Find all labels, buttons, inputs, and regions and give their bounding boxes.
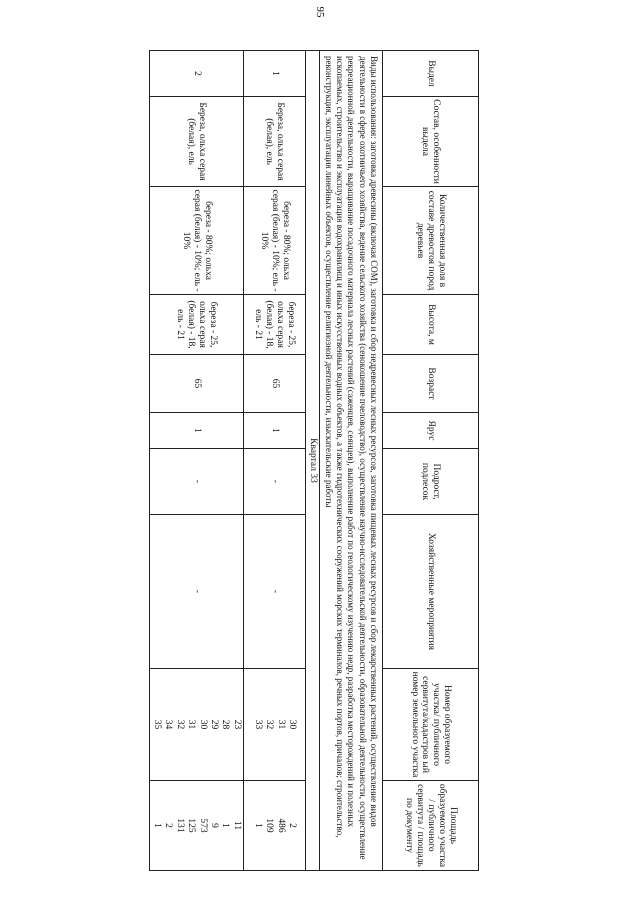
forest-plot-table <box>149 50 479 871</box>
nomer-item: 32 <box>264 719 275 730</box>
ploshchad-item: 1 <box>152 823 163 828</box>
quarter-row <box>305 51 319 871</box>
nomer-item: 33 <box>252 719 263 730</box>
cell-vysota: береза - 25, ольха серая (белая) - 18, ель - 21 <box>149 295 243 355</box>
cell-ploshchadi <box>243 781 305 871</box>
ploshchad-item: 9 <box>209 823 220 828</box>
cell-sostav: Береза, ольха серая (белая), ель <box>243 97 305 187</box>
header-row <box>383 51 479 871</box>
nomer-item: 30 <box>197 719 208 730</box>
ploshchad-item: 11 <box>231 820 242 831</box>
uses-row <box>319 51 382 871</box>
cell-sostav: Береза, ольха серая (белая), ель <box>149 97 243 187</box>
header-kolichestvennaya: Количественная доля в составе древостоя пород деревьев <box>383 187 479 295</box>
nomer-item: 29 <box>209 719 220 730</box>
cell-podrost: - <box>243 449 305 515</box>
ploshchad-item: 486 <box>275 818 286 833</box>
nomer-item: 28 <box>220 719 231 730</box>
nomer-item: 30 <box>287 719 298 730</box>
ploshchad-item: 2 <box>287 823 298 828</box>
header-vysota: Высота, м <box>383 295 479 355</box>
cell-vozrast: 65 <box>243 355 305 413</box>
ploshchad-item: 2 <box>163 823 174 828</box>
header-podrost: Подрост, подлесок <box>383 449 479 515</box>
cell-podrost: - <box>149 449 243 515</box>
cell-kolichestvennaya: береза - 80%; ольха серая (белая) - 10%; ель - 10% <box>243 187 305 295</box>
header-meropriyatiya: Хозяйственные мероприятия <box>383 515 479 669</box>
nomer-item: 23 <box>231 719 242 730</box>
nomer-item: 31 <box>186 719 197 730</box>
quarter-label: Квартал 33 <box>305 51 319 871</box>
cell-vydel: 1 <box>243 51 305 97</box>
nomer-item: 32 <box>174 719 185 730</box>
table-row <box>149 51 243 871</box>
header-ploshchad: Площадь образуемого участка / публичного сервитута / площадь по документу <box>383 781 479 871</box>
header-yarus: Ярус <box>383 413 479 449</box>
cell-vozrast: 65 <box>149 355 243 413</box>
cell-meropriyatiya: - <box>149 515 243 669</box>
ploshchad-item: 125 <box>186 818 197 833</box>
cell-nomera <box>149 669 243 781</box>
ploshchad-item: 131 <box>174 818 185 833</box>
cell-ploshchadi <box>149 781 243 871</box>
cell-vysota: береза - 25, ольха серая (белая) - 18, ель - 21 <box>243 295 305 355</box>
nomer-item: 31 <box>275 719 286 730</box>
nomer-item: 35 <box>152 719 163 730</box>
nomer-item: 34 <box>163 719 174 730</box>
header-sostav: Состав, особенности выдела <box>383 97 479 187</box>
header-nomer-uchastka: Номер образуемого участка/ публичного сервитута/кадастров ый номер земельного участка <box>383 669 479 781</box>
cell-vydel: 2 <box>149 51 243 97</box>
page-number: 95 <box>314 6 326 18</box>
ploshchad-item: 573 <box>197 818 208 833</box>
ploshchad-item: 1 <box>252 823 263 828</box>
cell-yarus: 1 <box>149 413 243 449</box>
cell-kolichestvennaya: береза - 80%; ольха серая (белая) - 10%; ель - 10% <box>149 187 243 295</box>
uses-text: Виды использования: заготовка древесины (включая СОМ), заготовка и сбор недревесных лесных ресурсов, заготовка пищевых лесных ресурсов и сбор лекарственных растений, осуществление видов деятельности в сфере охотничьего хозяйства, ведение сельского хозяйства (сенокошение пчеловодство), осуществление научно-исследовательской деятельности, образовательной деятельности, осуществление рекреационной деятельности, выращивание посадочного материала лесных растений (саженцев, сеянцев), выполнение работ по геологическому изучению недр, разработка месторождений и полезных ископаемых, строительство и эксплуатация водохранилищ и иных искусственных водных объектов, а также гидротехнических сооружений морских терминалов, речных портов, причалов; строительство, реконструкция, эксплуатация линейных объектов, осуществление религиозной деятельности, изыскательские работы <box>319 51 382 871</box>
rotated-table-container <box>152 50 479 870</box>
cell-nomera <box>243 669 305 781</box>
header-vozrast: Возраст <box>383 355 479 413</box>
ploshchad-item: 1 <box>220 823 231 828</box>
table-row <box>243 51 305 871</box>
ploshchad-item: 109 <box>264 818 275 833</box>
header-vydel: Выдел <box>383 51 479 97</box>
cell-yarus: 1 <box>243 413 305 449</box>
cell-meropriyatiya: - <box>243 515 305 669</box>
